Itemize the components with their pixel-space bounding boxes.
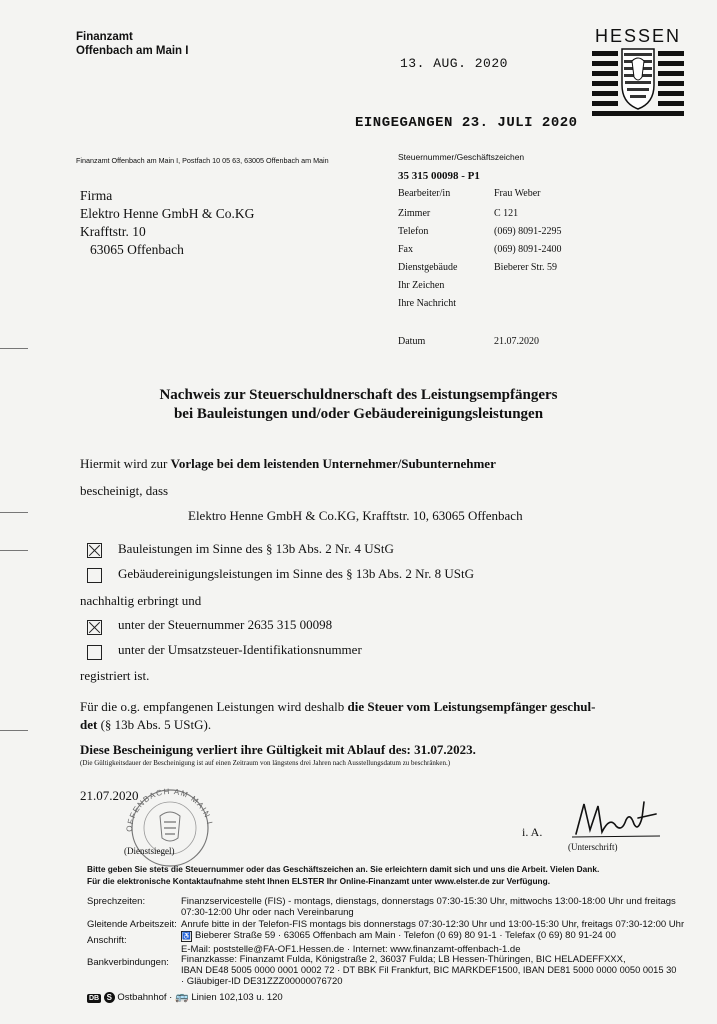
check-label: unter der Steuernummer 2635 315 00098 bbox=[118, 617, 333, 632]
checkbox-ustid[interactable] bbox=[87, 645, 102, 660]
info-label: Ihre Nachricht bbox=[398, 298, 457, 309]
checkbox-bauleistungen[interactable] bbox=[87, 543, 102, 558]
fold-mark bbox=[0, 730, 28, 731]
station-text: Ostbahnhof · bbox=[117, 992, 173, 1003]
date-value: 21.07.2020 bbox=[494, 336, 539, 347]
bus-lines-text: Linien 102,103 u. 120 bbox=[191, 992, 283, 1003]
svg-text:OFFENBACH AM MAIN I bbox=[125, 787, 214, 832]
company-line: Elektro Henne GmbH & Co.KG, Krafftstr. 10, 63065 Offenbach bbox=[188, 508, 523, 523]
footer-value: E-Mail: poststelle@FA-OF1.Hessen.de · Internet: www.finanzamt-offenbach-1.de bbox=[181, 944, 521, 955]
intro-text: Hiermit wird zur bbox=[80, 456, 171, 471]
fold-mark bbox=[0, 550, 28, 551]
footer-value: Finanzkasse: Finanzamt Fulda, Königstraße 2, 36037 Fulda; LB Hessen-Thüringen, BIC HELADEFFXXX, bbox=[181, 954, 626, 965]
footer-label: Gleitende Arbeitszeit: bbox=[87, 919, 177, 930]
handwritten-signature bbox=[572, 796, 662, 840]
seal-text: OFFENBACH AM MAIN I bbox=[124, 786, 215, 833]
recipient-line: Firma bbox=[80, 188, 113, 203]
footer-label: Anschrift: bbox=[87, 935, 127, 946]
date-label: Datum bbox=[398, 336, 426, 347]
footer-value: · Gläubiger-ID DE31ZZZ00000076720 bbox=[181, 976, 343, 987]
db-icon: DB bbox=[89, 995, 100, 1002]
fold-mark bbox=[0, 348, 28, 349]
sender-line: Finanzamt Offenbach am Main I, Postfach 10 05 63, 63005 Offenbach am Main bbox=[76, 156, 329, 165]
mid-line: nachhaltig erbringt und bbox=[80, 593, 202, 608]
office-line1: Finanzamt bbox=[76, 31, 133, 43]
info-value: (069) 8091-2295 bbox=[494, 226, 562, 237]
bus-icon: 🚌 bbox=[174, 991, 189, 1003]
received-stamp: EINGEGANGEN 23. JULI 2020 bbox=[355, 115, 578, 131]
info-value: Bieberer Str. 59 bbox=[494, 262, 558, 273]
heading-line: Nachweis zur Steuerschuldnerschaft des Leistungsempfängers bbox=[159, 387, 558, 403]
checkbox-steuernummer[interactable] bbox=[87, 620, 102, 635]
info-value: (069) 8091-2400 bbox=[494, 244, 562, 255]
info-value: C 121 bbox=[494, 208, 519, 219]
tax-number: 35 315 00098 - P1 bbox=[398, 170, 480, 182]
accessible-icon: ♿ bbox=[182, 933, 191, 940]
intro-line-2: bescheinigt, dass bbox=[80, 483, 169, 498]
para-text: (§ 13b Abs. 5 UStG). bbox=[97, 717, 212, 732]
document-heading bbox=[0, 386, 717, 424]
footer-value: IBAN DE48 5005 0000 0001 0002 72 · DT BBK Fil Frankfurt, BIC MARKDEF1500, IBAN DE81 5000 0000 0050 0015 30 bbox=[181, 965, 677, 975]
info-title: Steuernummer/Geschäftszeichen bbox=[398, 152, 525, 162]
recipient-line: Elektro Henne GmbH & Co.KG bbox=[80, 206, 255, 221]
info-label: Telefon bbox=[398, 226, 429, 237]
validity-line: Diese Bescheinigung verliert ihre Gültigkeit mit Ablauf des: 31.07.2023. bbox=[80, 742, 476, 757]
info-value: Frau Weber bbox=[494, 188, 541, 199]
recipient-line: Krafftstr. 10 bbox=[80, 224, 146, 239]
date-stamp: 13. AUG. 2020 bbox=[400, 56, 508, 71]
intro-bold-text: Vorlage bei dem leistenden Unternehmer/Subunternehmer bbox=[170, 456, 496, 471]
ia-label: i. A. bbox=[522, 825, 543, 839]
footer-note-2: Für die elektronische Kontaktaufnahme steht Ihnen ELSTER Ihr Online-Finanzamt unter www.elster.de zur Verfügung. bbox=[87, 876, 551, 886]
check-label: Bauleistungen im Sinne des § 13b Abs. 2 Nr. 4 UStG bbox=[118, 541, 394, 556]
info-label: Ihr Zeichen bbox=[398, 280, 445, 291]
office-line2: Offenbach am Main I bbox=[76, 45, 189, 57]
registered-line: registriert ist. bbox=[80, 668, 150, 683]
info-label: Dienstgebäude bbox=[398, 262, 458, 273]
intro-line bbox=[80, 456, 496, 472]
info-label: Zimmer bbox=[398, 208, 431, 219]
recipient-line: 63065 Offenbach bbox=[90, 242, 184, 257]
para-bold-text: die Steuer vom Leistungsempfänger geschul- bbox=[347, 699, 596, 714]
transit-info bbox=[87, 990, 283, 1003]
fold-mark bbox=[0, 512, 28, 513]
info-label: Bearbeiter/in bbox=[398, 188, 451, 199]
office-name bbox=[76, 30, 188, 58]
validity-note: (Die Gültigkeitsdauer der Bescheinigung ist auf einen Zeitraum von längstens drei Jahren nach Ausstellungsdatum zu beschränken.) bbox=[80, 759, 451, 767]
para-bold-text: det bbox=[80, 717, 98, 732]
footer-value: Anrufe bitte in der Telefon-FIS montags bis donnerstags 07:30-12:30 Uhr und 13:00-15:30 Uhr, freitags 07:30-12:00 Uhr bbox=[181, 919, 685, 930]
address-text: Bieberer Straße 59 · 63065 Offenbach am Main · Telefon (0 69) 80 91-1 · Telefax (0 69) 80 91-24 00 bbox=[195, 930, 616, 941]
checkbox-gebaeudereinigung[interactable] bbox=[87, 568, 102, 583]
footer-label: Bankverbindungen: bbox=[87, 957, 169, 968]
para-text: Für die o.g. empfangenen Leistungen wird deshalb bbox=[80, 699, 348, 714]
footer-value: 07:30-12:00 Uhr oder nach Vereinbarung bbox=[181, 907, 354, 918]
heading-line: bei Bauleistungen und/oder Gebäudereinigungsleistungen bbox=[173, 406, 544, 422]
logo-text: HESSEN bbox=[594, 26, 682, 46]
issue-date: 21.07.2020 bbox=[80, 788, 139, 803]
check-label: unter der Umsatzsteuer-Identifikationsnummer bbox=[118, 642, 362, 657]
hessen-crest-icon bbox=[588, 47, 688, 121]
footer-value bbox=[181, 930, 616, 942]
info-label: Fax bbox=[398, 244, 413, 255]
footer-value: Finanzservicestelle (FIS) - montags, dienstags, donnerstags 07:30-15:30 Uhr, mittwochs 13:00-18:00 Uhr und freitags bbox=[181, 896, 676, 907]
signature-label: (Unterschrift) bbox=[568, 842, 618, 852]
sbahn-icon: S bbox=[104, 992, 115, 1003]
footer-label: Sprechzeiten: bbox=[87, 896, 146, 907]
recipient-address bbox=[80, 187, 254, 259]
seal-label: (Dienstsiegel) bbox=[124, 846, 175, 856]
hessen-logo bbox=[588, 26, 688, 126]
check-label: Gebäudereinigungsleistungen im Sinne des § 13b Abs. 2 Nr. 8 UStG bbox=[118, 566, 475, 581]
liability-paragraph bbox=[80, 698, 690, 734]
footer-note-1: Bitte geben Sie stets die Steuernummer oder das Geschäftszeichen an. Sie erleichtern damit sich und uns die Arbeit. Vielen Dank. bbox=[87, 864, 600, 874]
